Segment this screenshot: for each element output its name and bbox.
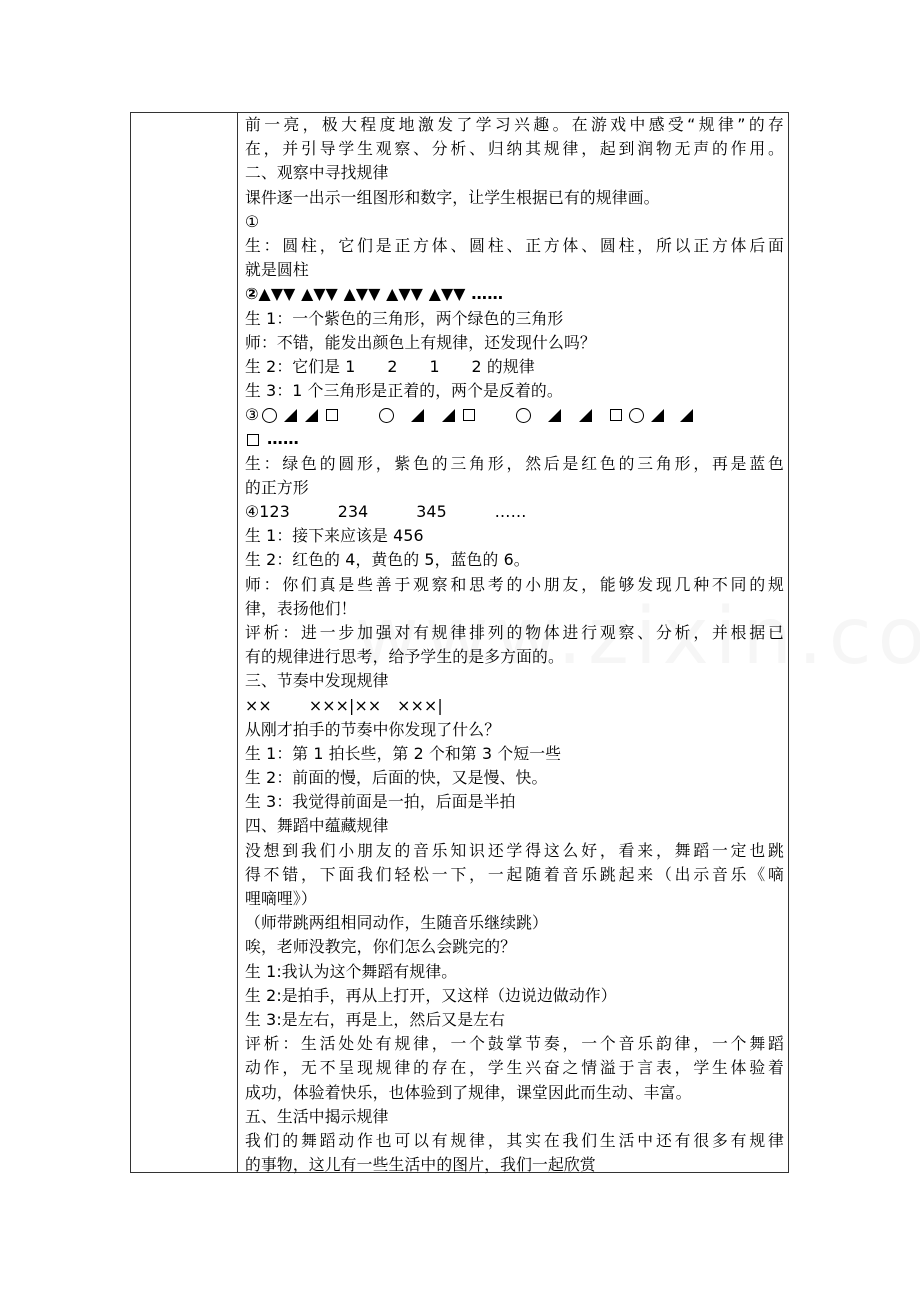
text-line: 生 3：我觉得前面是一拍，后面是半拍 bbox=[245, 792, 516, 812]
text-line: 前一亮，极大程度地激发了学习兴趣。在游戏中感受“规律”的存 bbox=[245, 115, 784, 134]
text-line: （师带跳两组相同动作，生随音乐继续跳） bbox=[245, 913, 548, 933]
text-line: 得不错，下面我们轻松一下，一起随着音乐跳起来（出示音乐《嘀 bbox=[245, 864, 784, 884]
right-triangle-icon bbox=[411, 403, 424, 427]
text-line: 动作，无不呈现规律的存在，学生兴奋之情溢于言表，学生体验着 bbox=[245, 1058, 784, 1078]
shape-sequence-line bbox=[245, 403, 784, 427]
text-line: 师：你们真是些善于观察和思考的小朋友，能够发现几种不同的规 bbox=[245, 574, 784, 594]
text-line: 在，并引导学生观察、分析、归纳其规律，起到润物无声的作用。 bbox=[245, 139, 784, 159]
text-line: 的事物，这儿有一些生活中的图片，我们一起欣赏 bbox=[245, 1155, 596, 1175]
text-line: 生 2:是拍手，再从上打开，又这样（边说边做动作） bbox=[245, 985, 617, 1005]
text-line: ① bbox=[245, 211, 260, 231]
text-line: 从刚才拍手的节奏中你发现了什么？ bbox=[245, 719, 501, 739]
text-line: 哩嘀哩》） bbox=[245, 889, 317, 908]
shape-sequence-line-continued bbox=[245, 427, 784, 451]
text-line: 生 2：红色的 4，黄色的 5，蓝色的 6。 bbox=[245, 550, 530, 570]
text-line: 生 1:我认为这个舞蹈有规律。 bbox=[245, 961, 458, 981]
text-line: 我们的舞蹈动作也可以有规律，其实在我们生活中还有很多有规律 bbox=[245, 1130, 784, 1150]
right-triangle-icon bbox=[305, 403, 318, 427]
square-icon bbox=[463, 409, 475, 421]
text-line: 生 1：接下来应该是 456 bbox=[245, 526, 424, 546]
text-line: 生 3：1 个三角形是正着的，两个是反着的。 bbox=[245, 381, 563, 401]
circle-icon bbox=[262, 408, 277, 423]
text-line: 律，表扬他们！ bbox=[245, 598, 357, 618]
circle-icon bbox=[379, 408, 394, 423]
ellipsis: …… bbox=[267, 429, 299, 449]
text-line: 成功，体验着快乐，也体验到了规律，课堂因此而生动、丰富。 bbox=[245, 1082, 692, 1102]
number-sequence-line: ④123 234 345 …… bbox=[245, 502, 527, 521]
square-icon bbox=[610, 409, 622, 421]
square-icon bbox=[326, 409, 338, 421]
text-line: 生：绿色的圆形，紫色的三角形，然后是红色的三角形，再是蓝色 bbox=[245, 453, 784, 473]
right-triangle-icon bbox=[442, 403, 455, 427]
text-line: 的正方形 bbox=[245, 477, 309, 497]
text-line: 唉，老师没教完，你们怎么会跳完的？ bbox=[245, 937, 517, 957]
circle-icon bbox=[629, 408, 644, 423]
circle-icon bbox=[516, 408, 531, 423]
text-line: 评析：进一步加强对有规律排列的物体进行观察、分析，并根据已 bbox=[245, 622, 784, 642]
text-line: 师：不错，能发出颜色上有规律，还发现什么吗？ bbox=[245, 332, 596, 352]
section-heading: 三、节奏中发现规律 bbox=[245, 671, 389, 691]
square-icon bbox=[247, 434, 259, 446]
text-line: 生 1：一个紫色的三角形，两个绿色的三角形 bbox=[245, 308, 564, 328]
text-line: 就是圆柱 bbox=[245, 260, 309, 280]
left-column bbox=[131, 113, 238, 1172]
right-triangle-icon bbox=[651, 403, 664, 427]
rhythm-notation-line: ×× ×××|×× ×××| bbox=[245, 695, 443, 715]
section-heading: 二、观察中寻找规律 bbox=[245, 163, 389, 183]
right-triangle-icon bbox=[548, 403, 561, 427]
right-triangle-icon bbox=[680, 403, 693, 427]
text-line: 课件逐一出示一组图形和数字，让学生根据已有的规律画。 bbox=[245, 187, 660, 207]
text-line: 生 1：第 1 拍长些，第 2 个和第 3 个短一些 bbox=[245, 743, 562, 763]
text-line: 评析：生活处处有规律，一个鼓掌节奏，一个音乐韵律，一个舞蹈 bbox=[245, 1034, 784, 1054]
text-line: 生 2：它们是 1 2 1 2 的规律 bbox=[245, 356, 535, 376]
section-heading: 四、舞蹈中蕴藏规律 bbox=[245, 816, 389, 836]
text-line: 生：圆柱，它们是正方体、圆柱、正方体、圆柱，所以正方体后面 bbox=[245, 235, 784, 255]
section-heading: 五、生活中揭示规律 bbox=[245, 1106, 389, 1126]
right-triangle-icon bbox=[284, 403, 297, 427]
text-line: 有的规律进行思考，给予学生的是多方面的。 bbox=[245, 647, 564, 667]
right-triangle-icon bbox=[579, 403, 592, 427]
text-line: 没想到我们小朋友的音乐知识还学得这么好，看来，舞蹈一定也跳 bbox=[245, 840, 784, 860]
text-line: 生 3:是左右，再是上，然后又是左右 bbox=[245, 1009, 506, 1029]
text-line: 生 2：前面的慢，后面的快，又是慢、快。 bbox=[245, 768, 548, 788]
right-column bbox=[245, 113, 784, 1177]
triangle-sequence-line: ②▲▼▼ ▲▼▼ ▲▼▼ ▲▼▼ ▲▼▼ …… bbox=[245, 284, 504, 304]
lesson-table bbox=[130, 112, 789, 1173]
sequence-number: ③ bbox=[245, 405, 260, 425]
